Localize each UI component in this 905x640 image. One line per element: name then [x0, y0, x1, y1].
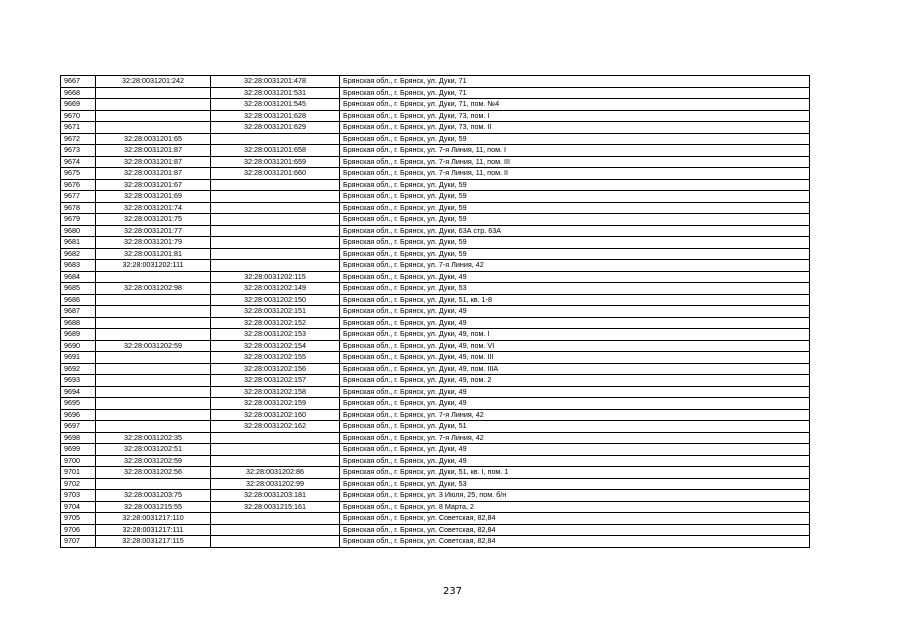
table-row [61, 87, 810, 99]
table-row [61, 260, 810, 272]
cadastral-object-cell [211, 191, 340, 203]
cadastral-object-cell: 32:28:0031202:153 [211, 329, 340, 341]
cadastral-parcel-cell [96, 317, 211, 329]
table-row [61, 156, 810, 168]
row-number-cell: 9672 [61, 133, 96, 145]
cadastral-object-cell [211, 237, 340, 249]
address-cell: Брянская обл., г. Брянск, ул. Дуки, 49, пом. III [340, 352, 810, 364]
address-cell: Брянская обл., г. Брянск, ул. 7-я Линия, 11, пом. III [340, 156, 810, 168]
cadastral-parcel-cell [96, 306, 211, 318]
table-row [61, 536, 810, 548]
row-number-cell: 9692 [61, 363, 96, 375]
register-table-body [61, 76, 810, 548]
cadastral-parcel-cell [96, 363, 211, 375]
address-cell: Брянская обл., г. Брянск, ул. Дуки, 59 [340, 179, 810, 191]
address-cell: Брянская обл., г. Брянск, ул. Дуки, 71 [340, 76, 810, 88]
table-row [61, 490, 810, 502]
cadastral-parcel-cell: 32:28:0031201:81 [96, 248, 211, 260]
table-row [61, 145, 810, 157]
property-register-table [60, 75, 810, 548]
cadastral-parcel-cell: 32:28:0031203:75 [96, 490, 211, 502]
address-cell: Брянская обл., г. Брянск, ул. Дуки, 49 [340, 444, 810, 456]
cadastral-object-cell: 32:28:0031202:151 [211, 306, 340, 318]
address-cell: Брянская обл., г. Брянск, ул. Дуки, 59 [340, 237, 810, 249]
address-cell: Брянская обл., г. Брянск, ул. Дуки, 49, пом. 2 [340, 375, 810, 387]
cadastral-parcel-cell: 32:28:0031201:87 [96, 156, 211, 168]
cadastral-parcel-cell: 32:28:0031215:55 [96, 501, 211, 513]
table-row [61, 191, 810, 203]
row-number-cell: 9694 [61, 386, 96, 398]
table-row [61, 317, 810, 329]
cadastral-parcel-cell: 32:28:0031202:56 [96, 467, 211, 479]
address-cell: Брянская обл., г. Брянск, ул. Дуки, 49, пом. VI [340, 340, 810, 352]
cadastral-object-cell [211, 513, 340, 525]
table-row [61, 363, 810, 375]
cadastral-object-cell [211, 179, 340, 191]
cadastral-parcel-cell: 32:28:0031202:111 [96, 260, 211, 272]
table-row [61, 271, 810, 283]
row-number-cell: 9685 [61, 283, 96, 295]
table-row [61, 467, 810, 479]
address-cell: Брянская обл., г. Брянск, ул. 7-я Линия, 42 [340, 260, 810, 272]
row-number-cell: 9690 [61, 340, 96, 352]
table-row [61, 248, 810, 260]
cadastral-parcel-cell [96, 87, 211, 99]
cadastral-object-cell: 32:28:0031202:160 [211, 409, 340, 421]
address-cell: Брянская обл., г. Брянск, ул. Дуки, 49 [340, 386, 810, 398]
table-row [61, 133, 810, 145]
row-number-cell: 9671 [61, 122, 96, 134]
row-number-cell: 9688 [61, 317, 96, 329]
table-row [61, 501, 810, 513]
cadastral-parcel-cell: 32:28:0031202:51 [96, 444, 211, 456]
cadastral-object-cell: 32:28:0031202:156 [211, 363, 340, 375]
cadastral-object-cell: 32:28:0031201:659 [211, 156, 340, 168]
address-cell: Брянская обл., г. Брянск, ул. Дуки, 49 [340, 455, 810, 467]
address-cell: Брянская обл., г. Брянск, ул. 7-я Линия, 11, пом. I [340, 145, 810, 157]
cadastral-parcel-cell [96, 386, 211, 398]
cadastral-object-cell: 32:28:0031201:628 [211, 110, 340, 122]
row-number-cell: 9699 [61, 444, 96, 456]
table-row [61, 294, 810, 306]
cadastral-object-cell: 32:28:0031202:86 [211, 467, 340, 479]
cadastral-parcel-cell [96, 375, 211, 387]
row-number-cell: 9703 [61, 490, 96, 502]
cadastral-parcel-cell: 32:28:0031201:65 [96, 133, 211, 145]
cadastral-object-cell [211, 536, 340, 548]
cadastral-parcel-cell [96, 398, 211, 410]
address-cell: Брянская обл., г. Брянск, ул. Дуки, 71, пом. №4 [340, 99, 810, 111]
cadastral-object-cell: 32:28:0031202:157 [211, 375, 340, 387]
row-number-cell: 9696 [61, 409, 96, 421]
address-cell: Брянская обл., г. Брянск, ул. Дуки, 59 [340, 133, 810, 145]
address-cell: Брянская обл., г. Брянск, ул. Дуки, 49 [340, 306, 810, 318]
cadastral-object-cell: 32:28:0031201:658 [211, 145, 340, 157]
address-cell: Брянская обл., г. Брянск, ул. 8 Марта, 2 [340, 501, 810, 513]
row-number-cell: 9689 [61, 329, 96, 341]
address-cell: Брянская обл., г. Брянск, ул. Дуки, 59 [340, 214, 810, 226]
table-row [61, 237, 810, 249]
row-number-cell: 9707 [61, 536, 96, 548]
row-number-cell: 9668 [61, 87, 96, 99]
cadastral-object-cell [211, 260, 340, 272]
cadastral-object-cell: 32:28:0031202:99 [211, 478, 340, 490]
address-cell: Брянская обл., г. Брянск, ул. Дуки, 59 [340, 191, 810, 203]
cadastral-parcel-cell: 32:28:0031217:115 [96, 536, 211, 548]
cadastral-object-cell: 32:28:0031202:155 [211, 352, 340, 364]
cadastral-parcel-cell: 32:28:0031201:67 [96, 179, 211, 191]
row-number-cell: 9697 [61, 421, 96, 433]
cadastral-object-cell: 32:28:0031202:162 [211, 421, 340, 433]
row-number-cell: 9693 [61, 375, 96, 387]
row-number-cell: 9695 [61, 398, 96, 410]
cadastral-parcel-cell [96, 421, 211, 433]
cadastral-parcel-cell: 32:28:0031201:69 [96, 191, 211, 203]
cadastral-object-cell [211, 214, 340, 226]
row-number-cell: 9673 [61, 145, 96, 157]
address-cell: Брянская обл., г. Брянск, ул. Дуки, 49 [340, 317, 810, 329]
address-cell: Брянская обл., г. Брянск, ул. Дуки, 63А стр. 63А [340, 225, 810, 237]
table-row [61, 168, 810, 180]
table-row [61, 398, 810, 410]
cadastral-parcel-cell [96, 352, 211, 364]
cadastral-parcel-cell: 32:28:0031201:242 [96, 76, 211, 88]
address-cell: Брянская обл., г. Брянск, ул. 3 Июля, 25, пом. б/н [340, 490, 810, 502]
table-row [61, 283, 810, 295]
cadastral-parcel-cell [96, 122, 211, 134]
cadastral-object-cell: 32:28:0031201:545 [211, 99, 340, 111]
address-cell: Брянская обл., г. Брянск, ул. Дуки, 73, пом. I [340, 110, 810, 122]
row-number-cell: 9680 [61, 225, 96, 237]
cadastral-parcel-cell: 32:28:0031201:75 [96, 214, 211, 226]
table-row [61, 110, 810, 122]
table-row [61, 409, 810, 421]
table-row [61, 513, 810, 525]
cadastral-object-cell: 32:28:0031201:531 [211, 87, 340, 99]
cadastral-object-cell [211, 455, 340, 467]
cadastral-parcel-cell: 32:28:0031217:110 [96, 513, 211, 525]
table-row [61, 202, 810, 214]
table-row [61, 122, 810, 134]
row-number-cell: 9691 [61, 352, 96, 364]
cadastral-parcel-cell: 32:28:0031201:87 [96, 145, 211, 157]
cadastral-object-cell: 32:28:0031201:478 [211, 76, 340, 88]
row-number-cell: 9686 [61, 294, 96, 306]
row-number-cell: 9705 [61, 513, 96, 525]
address-cell: Брянская обл., г. Брянск, ул. 7-я Линия, 42 [340, 432, 810, 444]
cadastral-object-cell [211, 444, 340, 456]
cadastral-object-cell: 32:28:0031202:115 [211, 271, 340, 283]
table-row [61, 225, 810, 237]
row-number-cell: 9682 [61, 248, 96, 260]
cadastral-object-cell: 32:28:0031203:181 [211, 490, 340, 502]
address-cell: Брянская обл., г. Брянск, ул. Дуки, 53 [340, 283, 810, 295]
table-row [61, 386, 810, 398]
row-number-cell: 9687 [61, 306, 96, 318]
cadastral-parcel-cell [96, 110, 211, 122]
address-cell: Брянская обл., г. Брянск, ул. Дуки, 51, кв. I, пом. 1 [340, 467, 810, 479]
row-number-cell: 9702 [61, 478, 96, 490]
row-number-cell: 9674 [61, 156, 96, 168]
table-row [61, 421, 810, 433]
cadastral-parcel-cell: 32:28:0031201:87 [96, 168, 211, 180]
cadastral-parcel-cell [96, 99, 211, 111]
table-row [61, 340, 810, 352]
table-row [61, 76, 810, 88]
table-row [61, 214, 810, 226]
row-number-cell: 9700 [61, 455, 96, 467]
table-row [61, 329, 810, 341]
table-row [61, 444, 810, 456]
cadastral-parcel-cell: 32:28:0031202:35 [96, 432, 211, 444]
cadastral-parcel-cell: 32:28:0031202:98 [96, 283, 211, 295]
address-cell: Брянская обл., г. Брянск, ул. Дуки, 53 [340, 478, 810, 490]
cadastral-object-cell: 32:28:0031202:152 [211, 317, 340, 329]
row-number-cell: 9698 [61, 432, 96, 444]
cadastral-object-cell [211, 133, 340, 145]
row-number-cell: 9667 [61, 76, 96, 88]
cadastral-object-cell [211, 225, 340, 237]
cadastral-object-cell: 32:28:0031202:159 [211, 398, 340, 410]
address-cell: Брянская обл., г. Брянск, ул. Советская, 82,84 [340, 536, 810, 548]
table-row [61, 478, 810, 490]
cadastral-object-cell [211, 524, 340, 536]
cadastral-parcel-cell: 32:28:0031201:79 [96, 237, 211, 249]
row-number-cell: 9675 [61, 168, 96, 180]
cadastral-object-cell: 32:28:0031215:161 [211, 501, 340, 513]
cadastral-parcel-cell: 32:28:0031217:111 [96, 524, 211, 536]
row-number-cell: 9677 [61, 191, 96, 203]
cadastral-object-cell: 32:28:0031201:629 [211, 122, 340, 134]
cadastral-parcel-cell [96, 478, 211, 490]
cadastral-object-cell [211, 432, 340, 444]
address-cell: Брянская обл., г. Брянск, ул. Дуки, 71 [340, 87, 810, 99]
address-cell: Брянская обл., г. Брянск, ул. Дуки, 51 [340, 421, 810, 433]
table-row [61, 352, 810, 364]
address-cell: Брянская обл., г. Брянск, ул. Дуки, 49 [340, 271, 810, 283]
row-number-cell: 9679 [61, 214, 96, 226]
cadastral-parcel-cell [96, 329, 211, 341]
cadastral-parcel-cell: 32:28:0031201:77 [96, 225, 211, 237]
address-cell: Брянская обл., г. Брянск, ул. Дуки, 49, пом. I [340, 329, 810, 341]
table-row [61, 375, 810, 387]
cadastral-object-cell: 32:28:0031201:660 [211, 168, 340, 180]
address-cell: Брянская обл., г. Брянск, ул. Дуки, 51, кв. 1-8 [340, 294, 810, 306]
cadastral-object-cell [211, 202, 340, 214]
row-number-cell: 9670 [61, 110, 96, 122]
address-cell: Брянская обл., г. Брянск, ул. 7-я Линия, 42 [340, 409, 810, 421]
row-number-cell: 9701 [61, 467, 96, 479]
table-row [61, 524, 810, 536]
address-cell: Брянская обл., г. Брянск, ул. 7-я Линия, 11, пом. II [340, 168, 810, 180]
table-row [61, 99, 810, 111]
cadastral-parcel-cell: 32:28:0031202:59 [96, 455, 211, 467]
row-number-cell: 9676 [61, 179, 96, 191]
address-cell: Брянская обл., г. Брянск, ул. Дуки, 49 [340, 398, 810, 410]
cadastral-object-cell: 32:28:0031202:158 [211, 386, 340, 398]
table-row [61, 306, 810, 318]
cadastral-parcel-cell [96, 271, 211, 283]
cadastral-object-cell: 32:28:0031202:154 [211, 340, 340, 352]
row-number-cell: 9684 [61, 271, 96, 283]
cadastral-object-cell [211, 248, 340, 260]
table-row [61, 179, 810, 191]
address-cell: Брянская обл., г. Брянск, ул. Советская, 82,84 [340, 524, 810, 536]
cadastral-object-cell: 32:28:0031202:149 [211, 283, 340, 295]
row-number-cell: 9704 [61, 501, 96, 513]
page-number: 237 [442, 586, 463, 597]
cadastral-parcel-cell [96, 294, 211, 306]
address-cell: Брянская обл., г. Брянск, ул. Дуки, 59 [340, 248, 810, 260]
row-number-cell: 9669 [61, 99, 96, 111]
cadastral-parcel-cell: 32:28:0031202:59 [96, 340, 211, 352]
address-cell: Брянская обл., г. Брянск, ул. Дуки, 49, пом. IIIА [340, 363, 810, 375]
table-row [61, 432, 810, 444]
row-number-cell: 9706 [61, 524, 96, 536]
row-number-cell: 9683 [61, 260, 96, 272]
cadastral-parcel-cell: 32:28:0031201:74 [96, 202, 211, 214]
address-cell: Брянская обл., г. Брянск, ул. Советская, 82,84 [340, 513, 810, 525]
row-number-cell: 9678 [61, 202, 96, 214]
cadastral-parcel-cell [96, 409, 211, 421]
cadastral-object-cell: 32:28:0031202:150 [211, 294, 340, 306]
address-cell: Брянская обл., г. Брянск, ул. Дуки, 73, пом. II [340, 122, 810, 134]
table-row [61, 455, 810, 467]
address-cell: Брянская обл., г. Брянск, ул. Дуки, 59 [340, 202, 810, 214]
row-number-cell: 9681 [61, 237, 96, 249]
